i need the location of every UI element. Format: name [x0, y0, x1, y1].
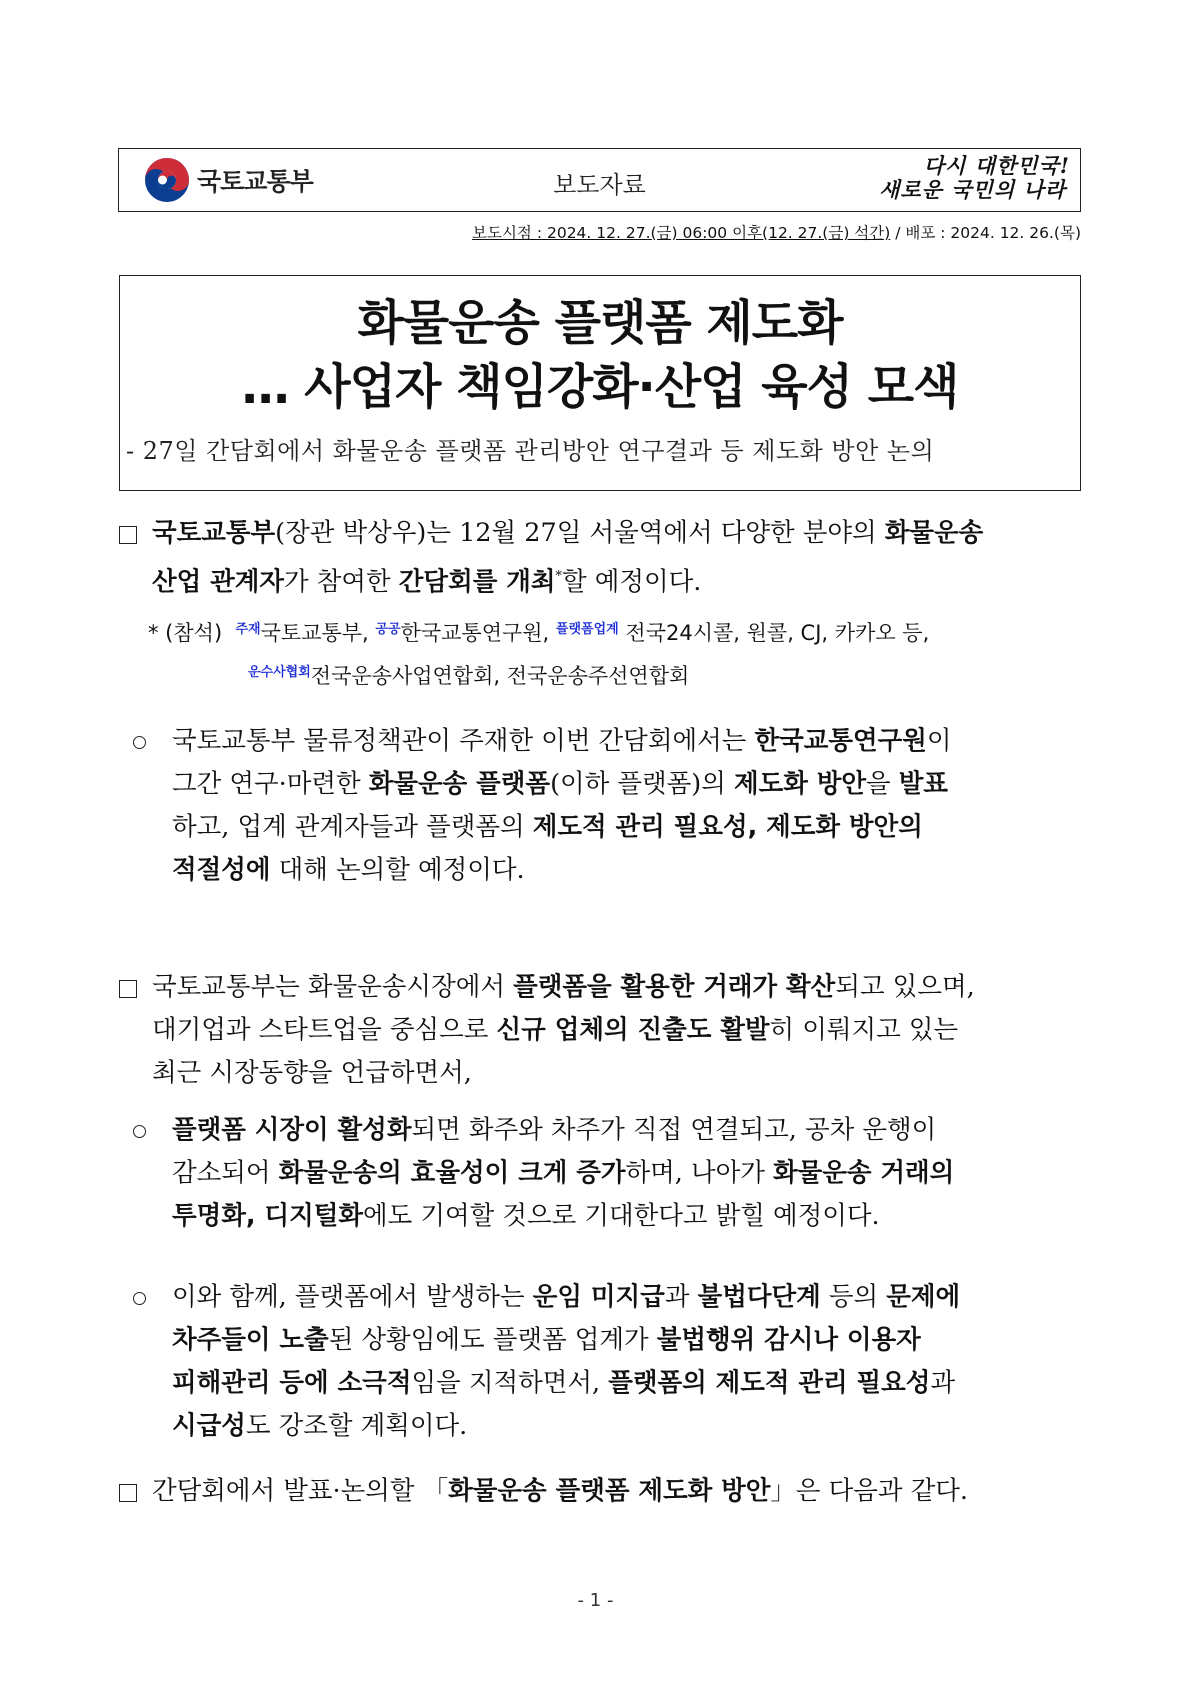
text-bold: 발표 — [898, 769, 949, 799]
text-bold: 적절성에 — [172, 855, 271, 885]
paragraph-3-line-2 — [152, 1009, 975, 1052]
text: 최근 시장동향을 언급하면서, — [152, 1058, 472, 1088]
text-bold: 화물운송 — [884, 518, 984, 548]
circle-bullet — [133, 1125, 146, 1138]
circle-bullet — [133, 1292, 146, 1305]
paragraph-2-line-1 — [172, 720, 952, 763]
paragraph-2-line-4 — [172, 849, 952, 892]
text: 이와 함께, 플랫폼에서 발생하는 — [172, 1282, 533, 1312]
text: 을 — [866, 769, 899, 799]
paragraph-2 — [172, 720, 952, 892]
paragraph-3 — [152, 966, 975, 1095]
text-bold: 화물운송 플랫폼 — [368, 769, 551, 799]
paragraph-2-line-2 — [172, 763, 952, 806]
text: 감소되어 — [172, 1158, 279, 1188]
text-bold: 차주들이 노출 — [172, 1325, 329, 1355]
title-line-2: … 사업자 책임강화·산업 육성 모색 — [241, 359, 959, 415]
text-bold: 문제에 — [886, 1282, 961, 1312]
attendees-line-2 — [148, 653, 929, 696]
circle-bullet — [133, 736, 146, 749]
text-bold: 투명화, 디지털화 — [172, 1201, 363, 1231]
text: 되고 있으며, — [835, 972, 975, 1002]
text: 대해 논의할 예정이다. — [270, 855, 525, 885]
text: 과 — [930, 1368, 956, 1398]
tag-association: 운수사협회 — [248, 665, 311, 680]
text: 에도 기여할 것으로 기대한다고 밝힐 예정이다. — [363, 1201, 880, 1231]
embargo-time: 보도시점 : 2024. 12. 27.(금) 06:00 이후(12. 27.(금) 석간) — [472, 224, 891, 242]
text: 되면 화주와 차주가 직접 연결되고, 공차 운행이 — [411, 1115, 937, 1145]
text: 간담회에서 발표·논의할 「 — [152, 1476, 449, 1506]
text-bold: 불법다단계 — [697, 1282, 821, 1312]
text: 할 예정이다. — [561, 567, 702, 597]
text: 히 이뤄지고 있는 — [769, 1015, 959, 1045]
paragraph-4-line-3 — [172, 1195, 954, 1238]
paragraph-5-line-1 — [172, 1276, 960, 1319]
ministry-name: 국토교통부 — [197, 167, 313, 196]
title-box — [119, 275, 1081, 491]
release-separator: / — [890, 224, 906, 242]
text-bold: 제도화 방안 — [733, 769, 867, 799]
paragraph-5-line-4 — [172, 1405, 960, 1448]
section-box-bullet — [119, 1484, 137, 1502]
text: 국토교통부는 화물운송시장에서 — [152, 972, 514, 1002]
platform-orgs: 전국24시콜, 원콜, CJ, 카카오 등, — [625, 621, 930, 645]
text-bold: 화물운송 거래의 — [773, 1158, 955, 1188]
attendees-line-1 — [148, 610, 929, 653]
note-prefix: * (참석) — [148, 621, 223, 645]
paragraph-2-line-3 — [172, 806, 952, 849]
text: 그간 연구·마련한 — [172, 769, 369, 799]
text-bold: 간담회를 개최 — [398, 567, 556, 597]
paragraph-4-line-2 — [172, 1152, 954, 1195]
release-info — [472, 221, 1081, 243]
slogan-line-2: 새로운 국민의 나라 — [879, 177, 1066, 202]
association-orgs: 전국운송사업연합회, 전국운송주선연합회 — [310, 664, 690, 688]
text: (이하 플랫폼)의 — [550, 769, 734, 799]
text-bold: 플랫폼의 제도적 관리 필요성 — [608, 1368, 931, 1398]
tag-public: 공공 — [375, 622, 401, 637]
header-box — [118, 148, 1081, 212]
text: 이 — [926, 726, 952, 756]
public-org: 한국교통연구원, — [400, 621, 550, 645]
paragraph-3-line-1 — [152, 966, 975, 1009]
paragraph-5 — [172, 1276, 960, 1448]
paragraph-6 — [152, 1470, 968, 1513]
text: 과 — [664, 1282, 698, 1312]
text: 하고, 업계 관계자들과 플랫폼의 — [172, 812, 533, 842]
text-bold: 플랫폼을 활용한 거래가 확산 — [513, 972, 836, 1002]
text: 된 상황임에도 플랫폼 업계가 — [328, 1325, 657, 1355]
subtitle: - 27일 간담회에서 화물운송 플랫폼 관리방안 연구결과 등 제도화 방안 논의 — [126, 437, 935, 465]
text-bold: 산업 관계자 — [152, 567, 285, 597]
text: (장관 박상우)는 12월 27일 서울역에서 다양한 분야의 — [275, 518, 885, 548]
paragraph-4 — [172, 1109, 954, 1238]
distribution-date: 배포 : 2024. 12. 26.(목) — [905, 224, 1081, 242]
text-bold: 시급성 — [172, 1411, 246, 1441]
text-bold: 화물운송의 효율성이 크게 증가 — [278, 1158, 626, 1188]
text: 국토교통부 물류정책관이 주재한 이번 간담회에서는 — [172, 726, 755, 756]
text: 도 강조할 계획이다. — [245, 1411, 468, 1441]
attendees-note — [148, 610, 929, 696]
text: 임을 지적하면서, — [411, 1368, 609, 1398]
text: 대기업과 스타트업을 중심으로 — [152, 1015, 497, 1045]
text-bold: 플랫폼 시장이 활성화 — [172, 1115, 412, 1145]
section-box-bullet — [119, 526, 137, 544]
text: 하며, 나아가 — [625, 1158, 773, 1188]
text: 등의 — [820, 1282, 887, 1312]
text: 가 참여한 — [284, 567, 399, 597]
slogan — [879, 154, 1070, 202]
tag-host: 주재 — [235, 622, 261, 637]
text-bold: 제도적 관리 필요성, 제도화 방안의 — [532, 812, 923, 842]
section-box-bullet — [119, 980, 137, 998]
text-bold: 피해관리 등에 소극적 — [172, 1368, 412, 1398]
text-bold: 국토교통부 — [152, 518, 276, 548]
text-bold: 운임 미지급 — [532, 1282, 665, 1312]
text-bold: 한국교통연구원 — [754, 726, 927, 756]
paragraph-3-line-3 — [152, 1052, 975, 1095]
tag-platform: 플랫폼업계 — [555, 622, 619, 637]
paragraph-4-line-1 — [172, 1109, 954, 1152]
slogan-line-1: 다시 대한민국! — [923, 153, 1070, 178]
footnote-marker: * — [555, 569, 562, 584]
page-number: - 1 - — [577, 1590, 614, 1611]
document-type: 보도자료 — [553, 171, 646, 199]
paragraph-6-line-1 — [152, 1470, 968, 1513]
text-bold: 신규 업체의 진출도 활발 — [496, 1015, 770, 1045]
title-line-1: 화물운송 플랫폼 제도화 — [357, 295, 843, 351]
paragraph-1-line-2 — [152, 555, 983, 604]
paragraph-1-line-1 — [152, 512, 983, 555]
text-bold: 화물운송 플랫폼 제도화 방안 — [448, 1476, 771, 1506]
paragraph-5-line-3 — [172, 1362, 960, 1405]
text: 」은 다음과 같다. — [770, 1476, 969, 1506]
paragraph-1 — [152, 512, 983, 604]
host-org: 국토교통부, — [260, 621, 369, 645]
text-bold: 불법행위 감시나 이용자 — [656, 1325, 921, 1355]
paragraph-5-line-2 — [172, 1319, 960, 1362]
